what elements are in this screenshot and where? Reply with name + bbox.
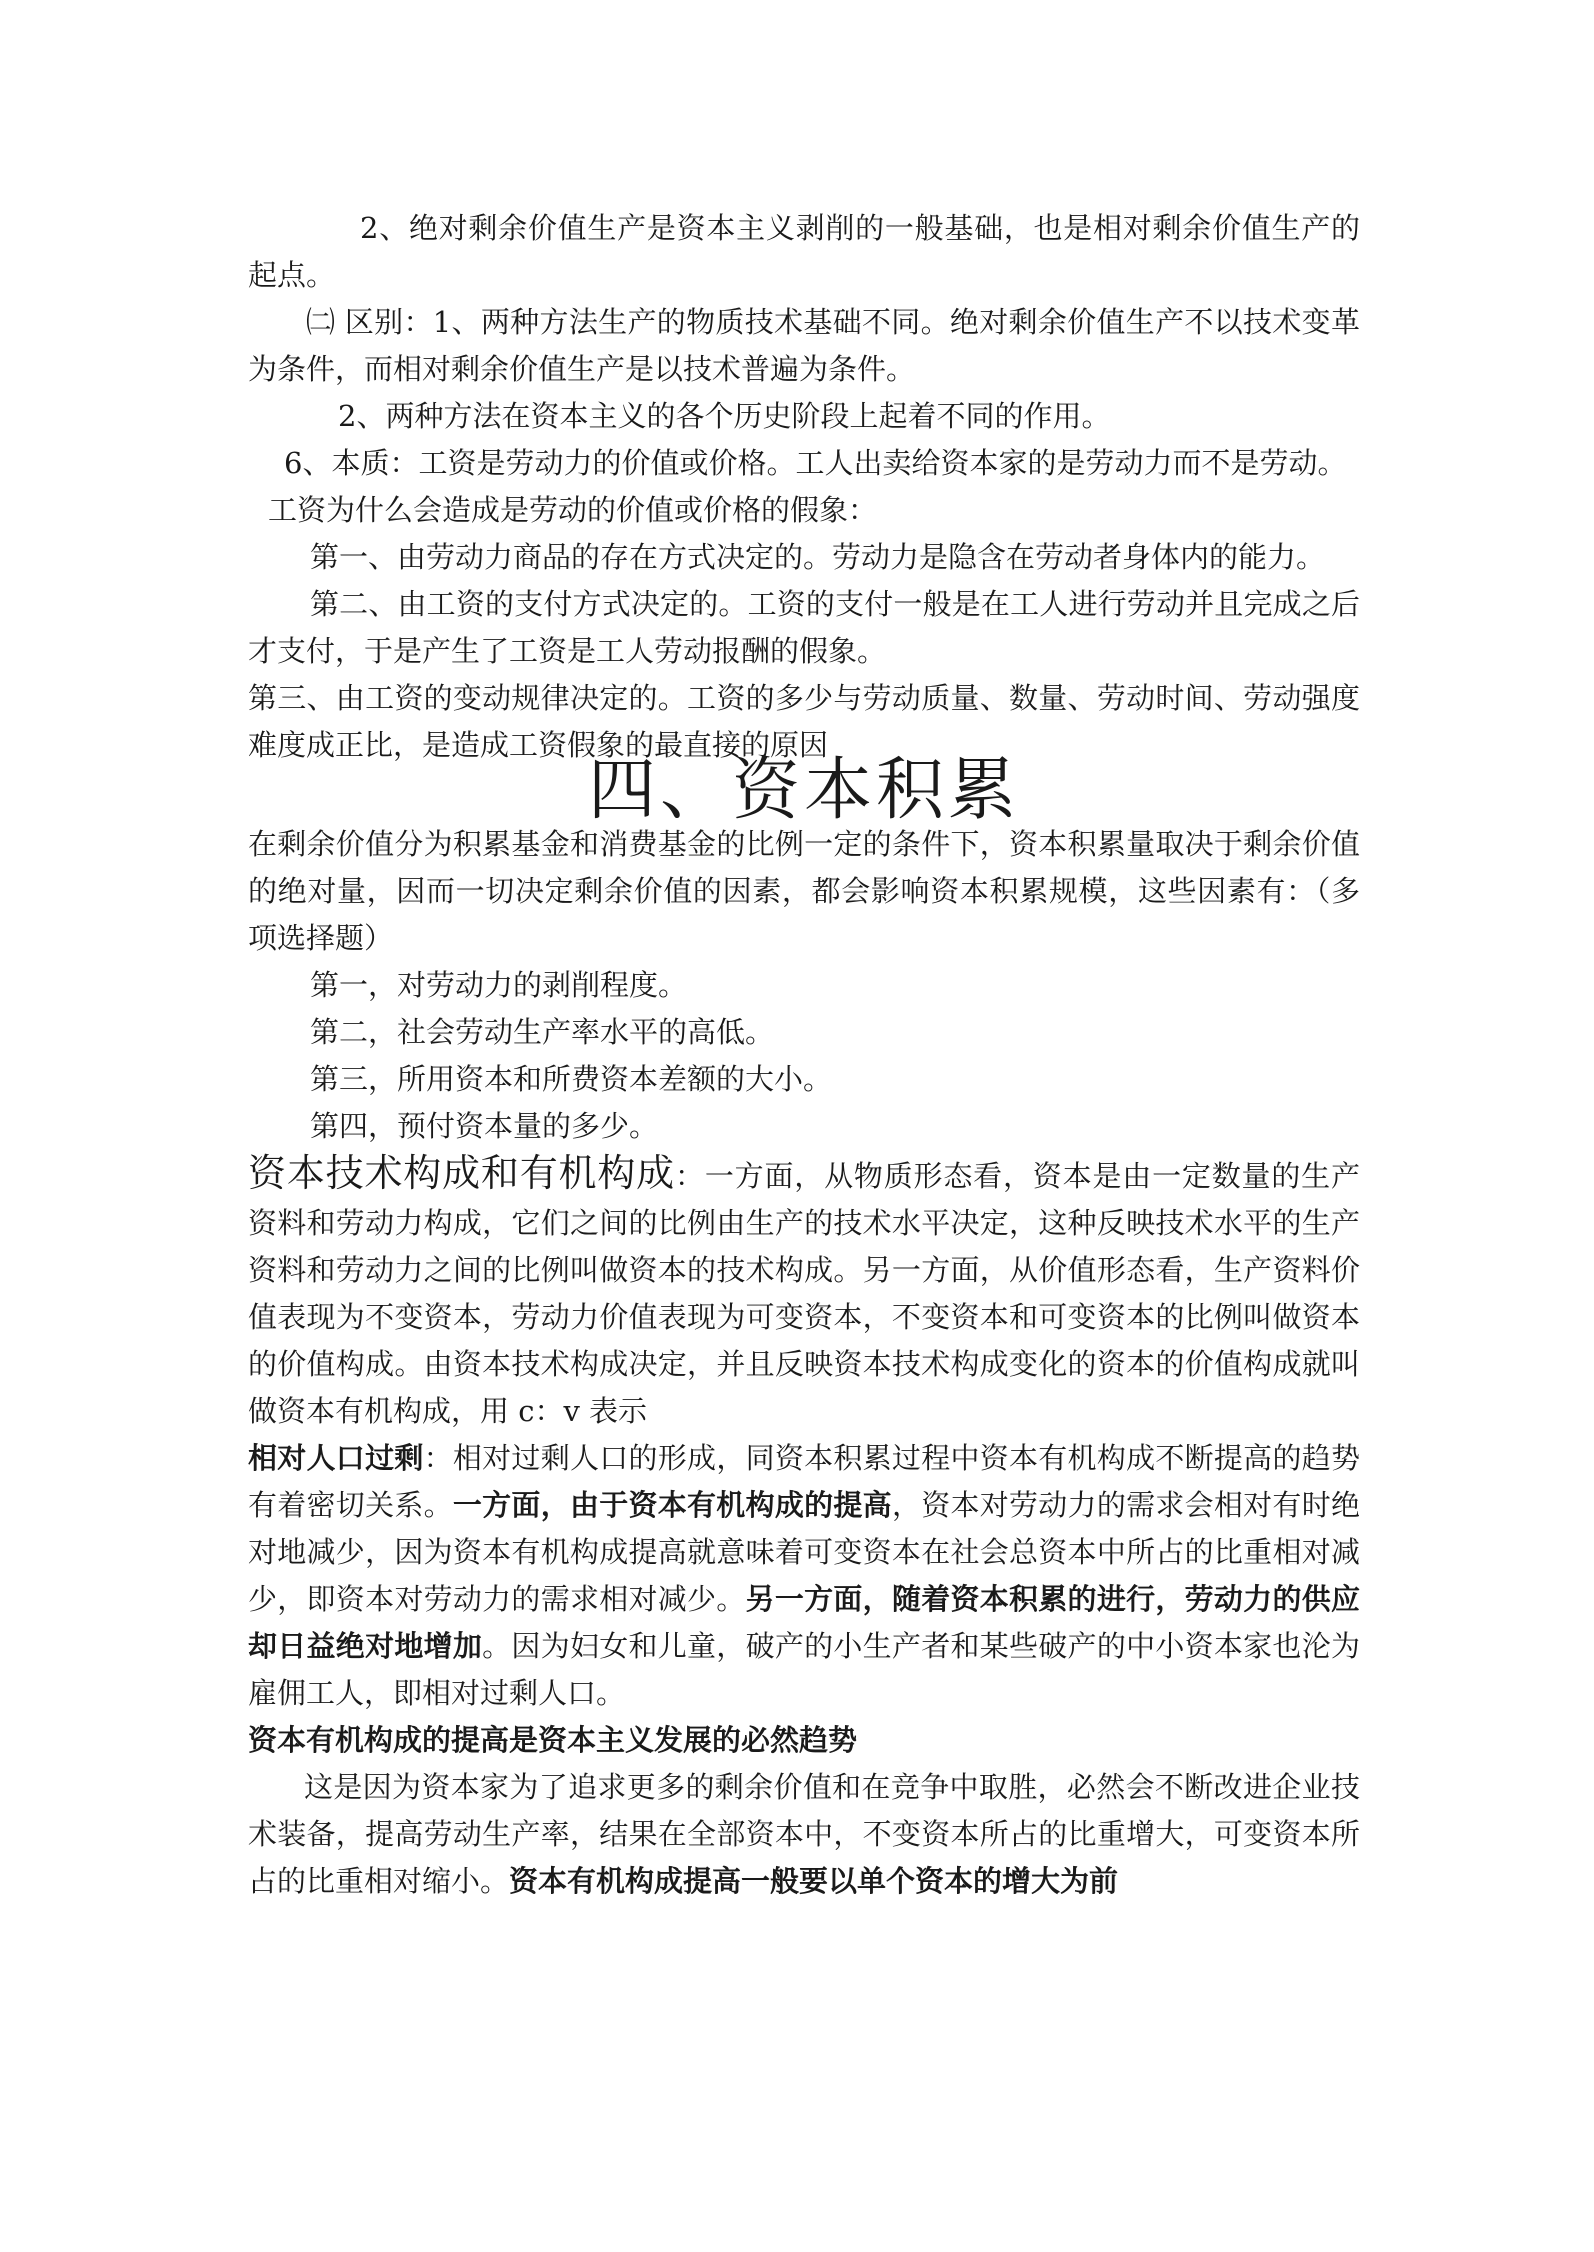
factor-item: 第一，对劳动力的剥削程度。 — [310, 968, 688, 1002]
surplus-text-1: ：相对过剩人口的形成，同资本积累过程中资本有机构成不断提高的趋势有着密切关系。 — [248, 1441, 1360, 1522]
section-heading: 四、资本积累 — [587, 751, 1020, 830]
paragraph-historical-role: 2、两种方法在资本主义的各个历史阶段上起着不同的作用。 — [338, 399, 1111, 433]
trend-text: 这是因为资本家为了追求更多的剩余价值和在竞争中取胜，必然会不断改进企业技术装备，提高劳动生产率，结果在全部资本中，不变资本所占的比重增大，可变资本所占的比重相对缩小。 — [248, 1770, 1360, 1898]
factor-item: 第四，预付资本量的多少。 — [310, 1109, 659, 1143]
surplus-text-3: 。因为妇女和儿童，破产的小生产者和某些破产的中小资本家也沦为雇佣工人，即相对过剩人口。 — [248, 1629, 1360, 1710]
body-text — [248, 205, 1360, 1905]
trend-bold: 资本有机构成提高一般要以单个资本的增大为前 — [509, 1864, 1119, 1898]
paragraph-reason-third: 第三、由工资的变动规律决定的。工资的多少与劳动质量、数量、劳动时间、劳动强度难度成正比，是造成工资假象的最直接的原因 — [248, 681, 1360, 762]
paragraph-wage-essence: 6、本质：工资是劳动力的价值或价格。工人出卖给资本家的是劳动力而不是劳动。 — [284, 446, 1347, 480]
surplus-text-2: ，资本对劳动力的需求会相对有时绝对地减少，因为资本有机构成提高就意味着可变资本在社会总资本中所占的比重相对减少，即资本对劳动力的需求相对减少。 — [248, 1488, 1360, 1616]
paragraph-difference: ㈡ 区别：1、两种方法生产的物质技术基础不同。绝对剩余价值生产不以技术变革为条件，而相对剩余价值生产是以技术普遍为条件。 — [248, 305, 1360, 386]
paragraph-trend — [248, 1764, 1360, 1905]
term-capital-composition: 资本技术构成和有机构成 — [248, 1151, 675, 1195]
factor-item: 第三，所用资本和所费资本差额的大小。 — [310, 1062, 833, 1096]
paragraph-absolute-basis: 2、绝对剩余价值生产是资本主义剥削的一般基础，也是相对剩余价值生产的起点。 — [248, 211, 1360, 292]
surplus-bold-1: 一方面，由于资本有机构成的提高 — [452, 1488, 892, 1522]
paragraph-surplus-population — [248, 1435, 1360, 1717]
paragraph-accumulation-intro: 在剩余价值分为积累基金和消费基金的比例一定的条件下，资本积累量取决于剩余价值的绝对量，因而一切决定剩余价值的因素，都会影响资本积累规模，这些因素有：（多项选择题） — [248, 827, 1360, 955]
factor-item: 第二，社会劳动生产率水平的高低。 — [310, 1015, 775, 1049]
paragraph-wage-illusion-question: 工资为什么会造成是劳动的价值或价格的假象： — [268, 493, 878, 527]
paragraph-reason-first: 第一、由劳动力商品的存在方式决定的。劳动力是隐含在劳动者身体内的能力。 — [310, 540, 1326, 574]
surplus-bold-2: 另一方面，随着资本积累的进行，劳动力的供应却日益绝对地增加 — [248, 1582, 1360, 1663]
term-surplus-population: 相对人口过剩 — [248, 1441, 424, 1475]
paragraph-composition — [248, 1150, 1360, 1435]
composition-text: ：一方面，从物质形态看，资本是由一定数量的生产资料和劳动力构成，它们之间的比例由生产的技术水平决定，这种反映技术水平的生产资料和劳动力之间的比例叫做资本的技术构成。另一方面，从价值形态看，生产资料价值表现为不变资本，劳动力价值表现为可变资本，不变资本和可变资本的比例叫做资本的价值构成。由资本技术构成决定，并且反映资本技术构成变化的资本的价值构成就叫做资本有机构成，用 c：v 表示 — [248, 1159, 1360, 1428]
trend-heading: 资本有机构成的提高是资本主义发展的必然趋势 — [248, 1723, 858, 1757]
paragraph-reason-second: 第二、由工资的支付方式决定的。工资的支付一般是在工人进行劳动并且完成之后才支付，于是产生了工资是工人劳动报酬的假象。 — [248, 587, 1360, 668]
